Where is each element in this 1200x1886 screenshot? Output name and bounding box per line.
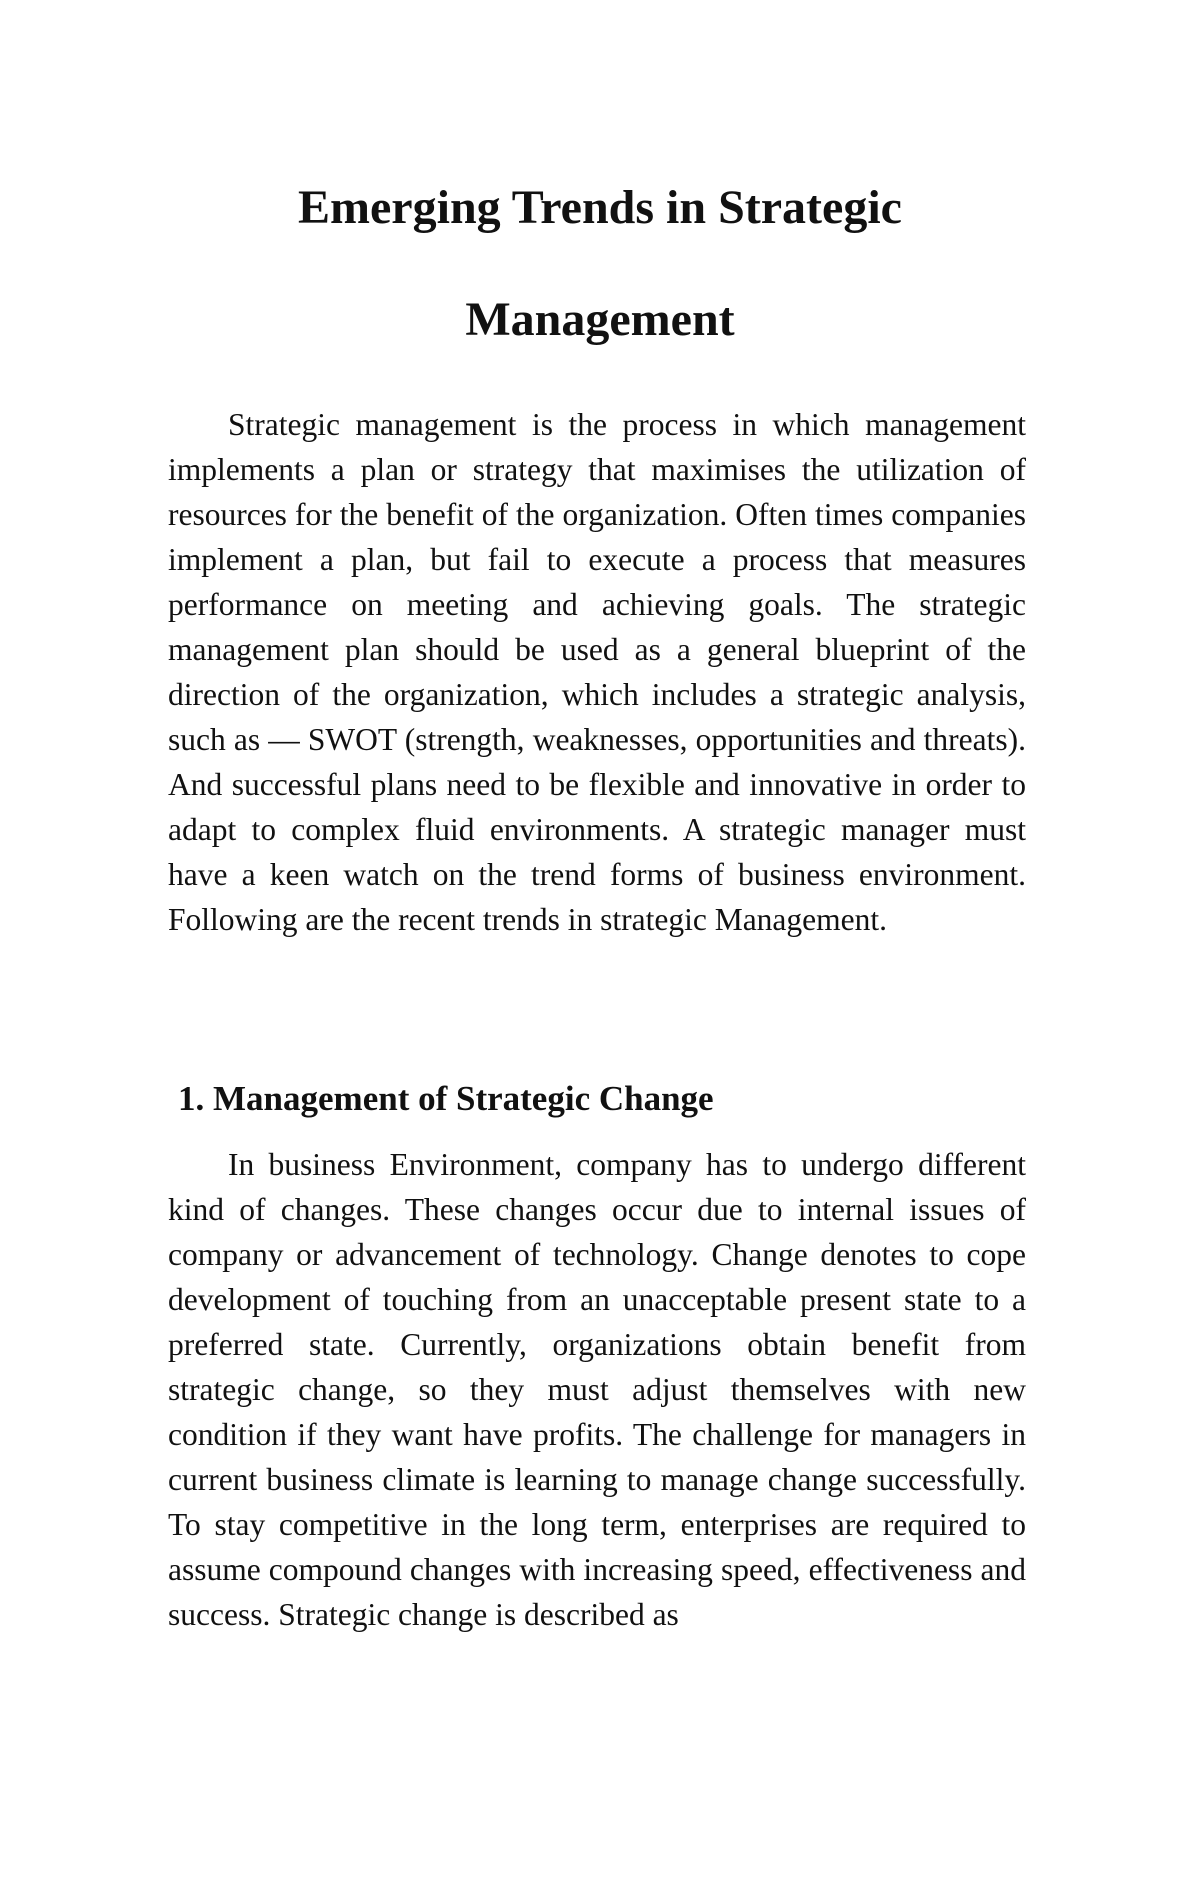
document-title-line-1: Emerging Trends in Strategic <box>298 181 902 234</box>
section-paragraph-strategic-change: In business Environment, company has to undergo different kind of changes. These changes occur due to internal issues of company or advancement of technology. Change denotes to cope development of touching from an unacceptable present state to a preferred state. Currently, organizations obtain benefit from strategic change, so they must adjust themselves with new condition if they want have profits. The challenge for managers in current business climate is learning to manage change successfully. To stay competitive in the long term, enterprises are required to assume compound changes with increasing speed, effectiveness and success. Strategic change is described as <box>168 1147 1026 1632</box>
section-heading-strategic-change: 1. Management of Strategic Change <box>178 1079 714 1118</box>
intro-paragraph: Strategic management is the process in which management implements a plan or strategy that maximises the utilization of resources for the benefit of the organization. Often times companies implement a plan, but fail to execute a process that measures performance on meeting and achieving goals. The strategic management plan should be used as a general blueprint of the direction of the organization, which includes a strategic analysis, such as — SWOT (strength, weaknesses, opportunities and threats). And successful plans need to be flexible and innovative in order to adapt to complex fluid environments. A strategic manager must have a keen watch on the trend forms of business environment. Following are the recent trends in strategic Management. <box>168 407 1026 937</box>
document-title-line-2: Management <box>465 293 735 346</box>
